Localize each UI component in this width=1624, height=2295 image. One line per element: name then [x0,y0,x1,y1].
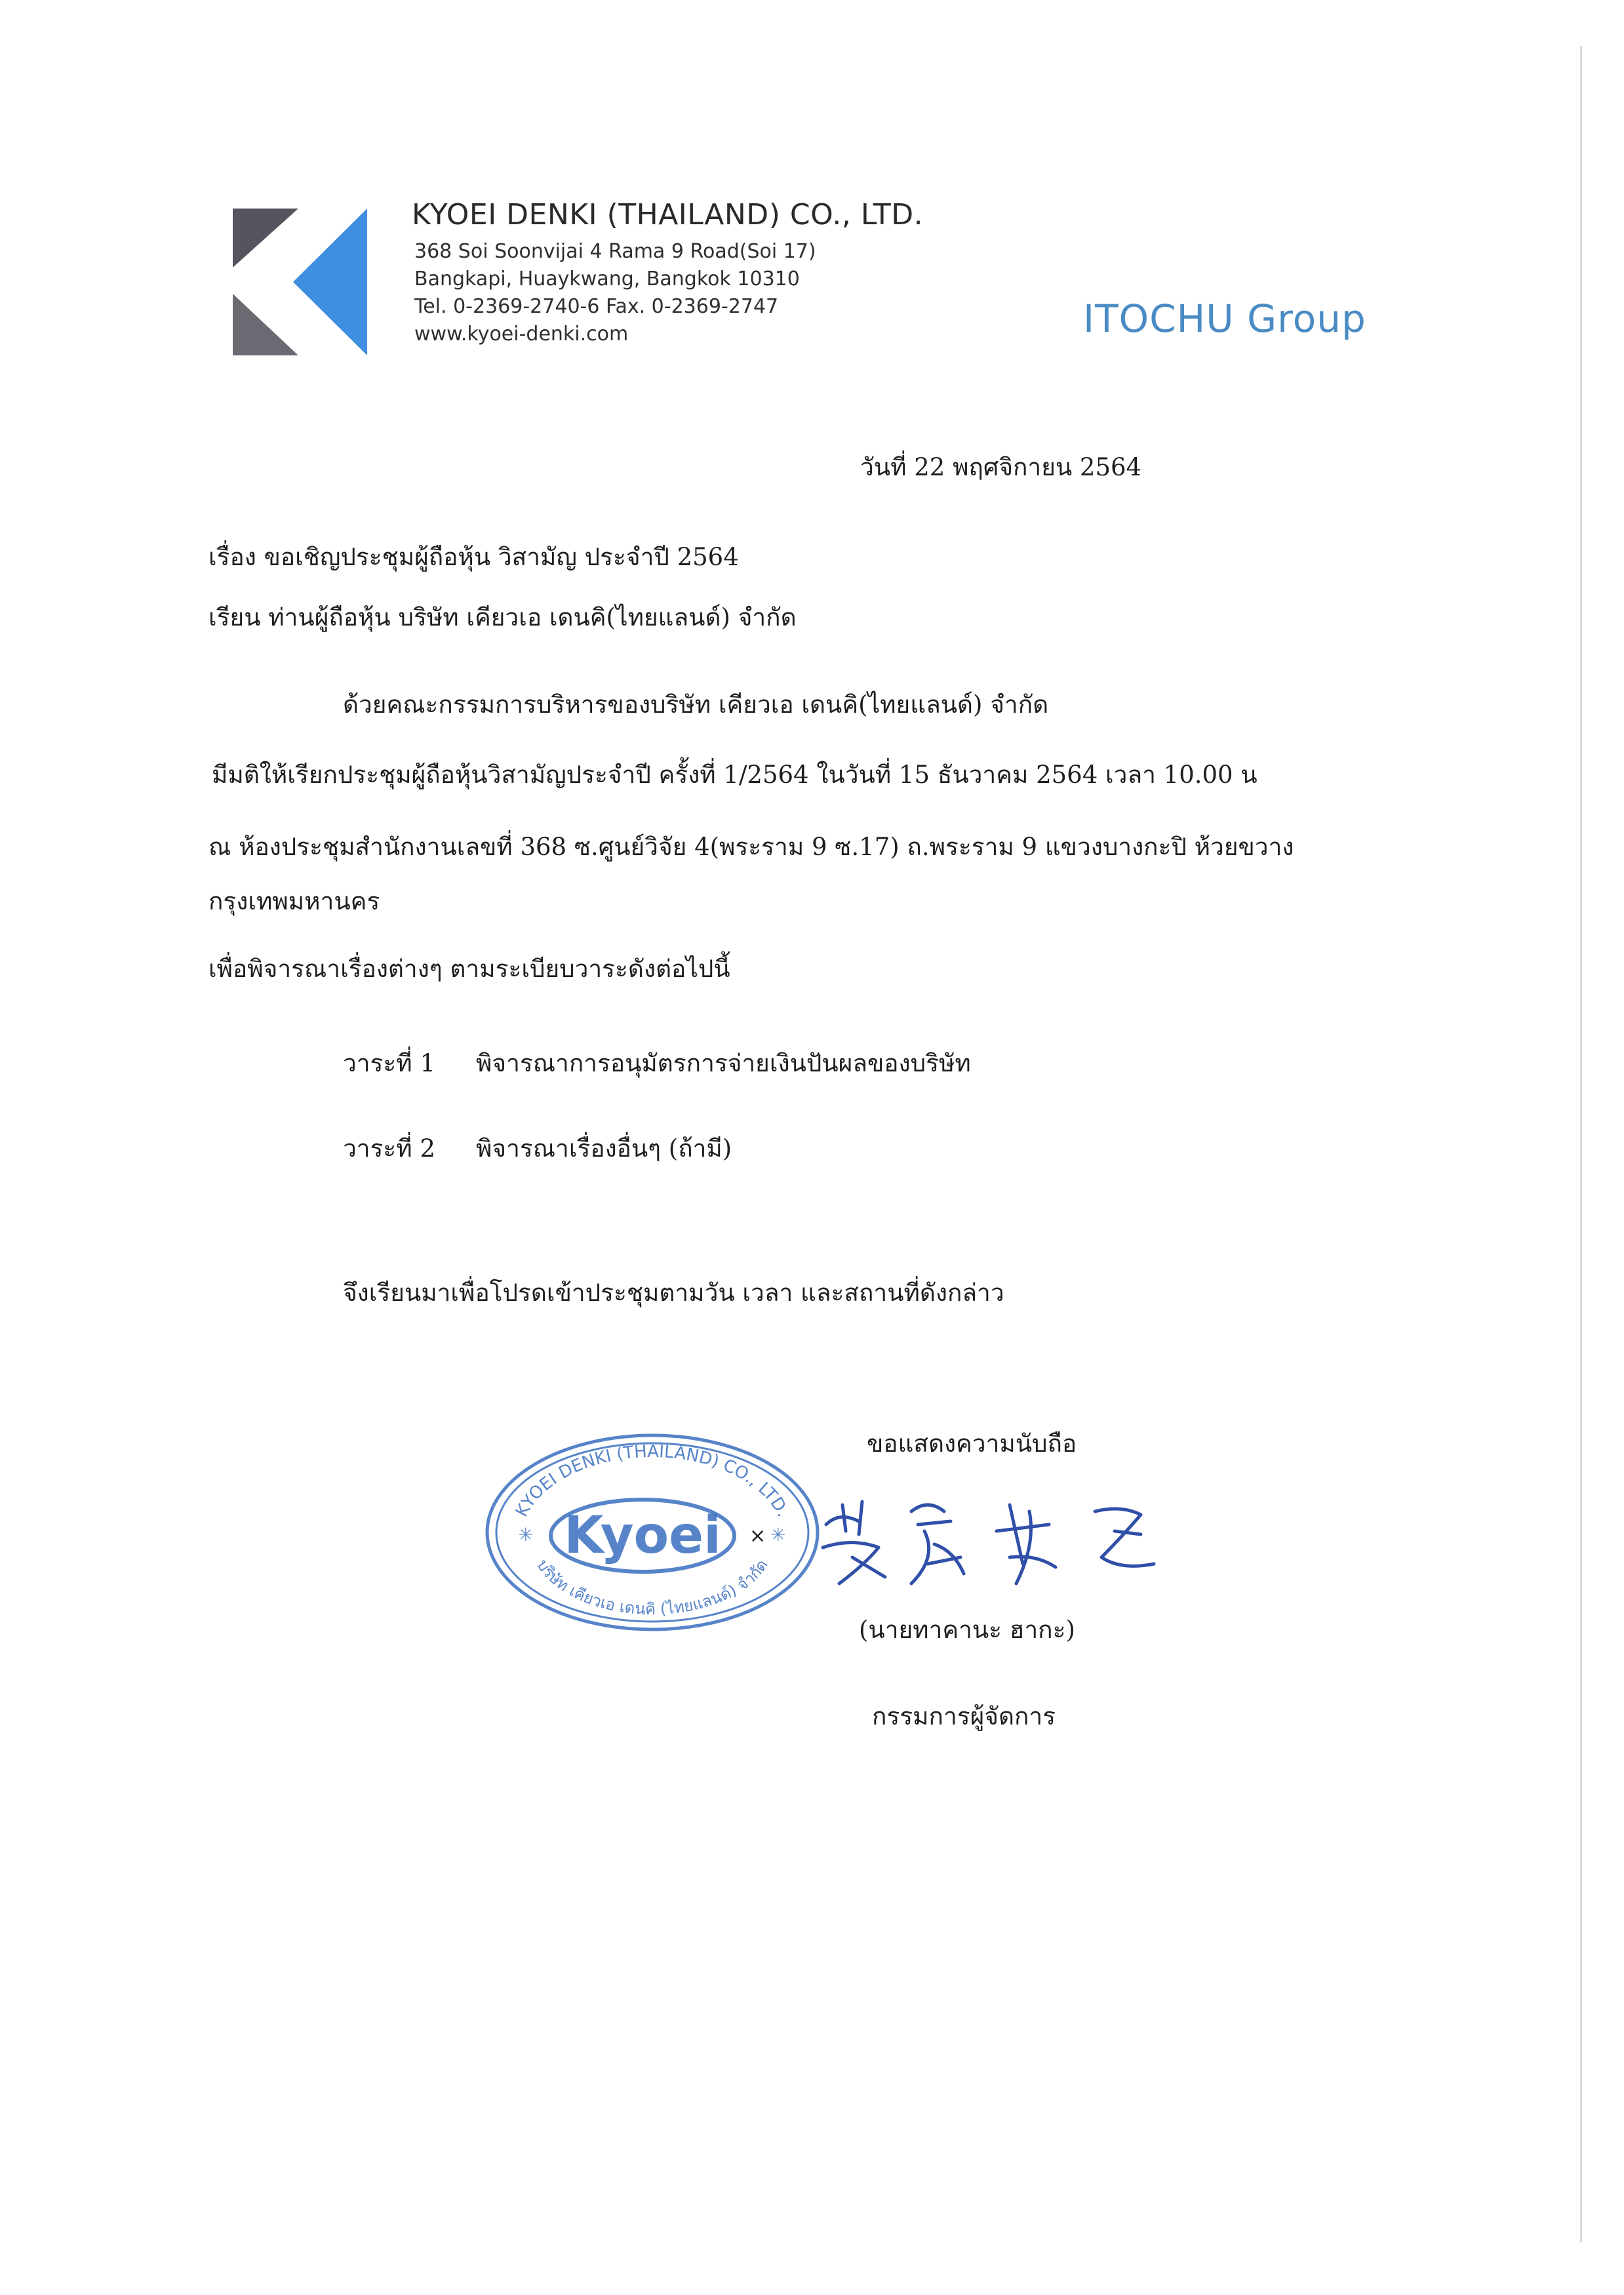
logo-blue-triangle [293,209,367,355]
signer-name: (นายทาคานะ ฮากะ) [859,1616,1075,1644]
stamp-center-text: Kyoei [564,1506,721,1565]
group-name: ITOCHU Group [1083,296,1366,341]
agenda-item-1-number: วาระที่ 1 [343,1049,435,1077]
company-logo [233,209,367,355]
svg-text:บริษัท เคียวเอ เดนคิ (ไทยแลนด์ [533,1556,771,1618]
stamp-top-text: KYOEI DENKI (THAILAND) CO., LTD. [511,1441,793,1521]
agenda-item-2-text: พิจารณาเรื่องอื่นๆ (ถ้ามี) [476,1134,732,1163]
stamp-bottom-text: บริษัท เคียวเอ เดนคิ (ไทยแลนด์) จำกัด [533,1556,772,1619]
agenda-item-2-number: วาระที่ 2 [343,1134,435,1163]
company-seal-stamp [482,1431,823,1634]
scan-edge-line [1580,46,1582,2243]
signer-title: กรรมการผู้จัดการ [872,1702,1056,1730]
letter-subject: เรื่อง ขอเชิญประชุมผู้ถือหุ้น วิสามัญ ประจำปี 2564 [208,543,739,571]
paragraph-line-4: กรุงเทพมหานคร [208,887,380,915]
paragraph-line-2: มีมติให้เรียกประชุมผู้ถือหุ้นวิสามัญประจำปี ครั้งที่ 1/2564 ในวันที่ 15 ธันวาคม 2564 เวลา 10.00 น [212,761,1258,789]
svg-text:✳: ✳ [770,1524,786,1546]
agenda-item-1-text: พิจารณาการอนุมัตรการจ่ายเงินปันผลของบริษัท [476,1049,971,1077]
paragraph-line-1: ด้วยคณะกรรมการบริหารของบริษัท เคียวเอ เดนคิ(ไทยแลนด์) จำกัด [343,690,1049,719]
letter-date: วันที่ 22 พฤศจิกายน 2564 [860,453,1142,481]
svg-text:×: × [749,1525,766,1547]
agenda-intro: เพื่อพิจารณาเรื่องต่างๆ ตามระเบียบวาระดังต่อไปนี้ [208,955,730,983]
handwritten-signature [813,1485,1167,1603]
svg-text:✳: ✳ [518,1524,534,1546]
logo-gray-upper-triangle [233,209,298,268]
phone-fax: Tel. 0-2369-2740-6 Fax. 0-2369-2747 [414,295,779,318]
company-name: KYOEI DENKI (THAILAND) CO., LTD. [412,198,924,231]
paragraph-line-3: ณ ห้องประชุมสำนักงานเลขที่ 368 ซ.ศูนย์วิจัย 4(พระราม 9 ซ.17) ถ.พระราม 9 แขวงบางกะปิ ห้วยขวาง [208,833,1294,861]
address-line-1: 368 Soi Soonvijai 4 Rama 9 Road(Soi 17) [414,240,816,263]
letter-recipient: เรียน ท่านผู้ถือหุ้น บริษัท เคียวเอ เดนคิ(ไทยแลนด์) จำกัด [208,603,797,631]
address-line-2: Bangkapi, Huaykwang, Bangkok 10310 [414,268,800,290]
closing-paragraph: จึงเรียนมาเพื่อโปรดเข้าประชุมตามวัน เวลา และสถานที่ดังกล่าว [343,1279,1004,1307]
regards: ขอแสดงความนับถือ [867,1429,1077,1458]
website: www.kyoei-denki.com [414,323,629,346]
logo-gray-lower-triangle [233,294,298,355]
